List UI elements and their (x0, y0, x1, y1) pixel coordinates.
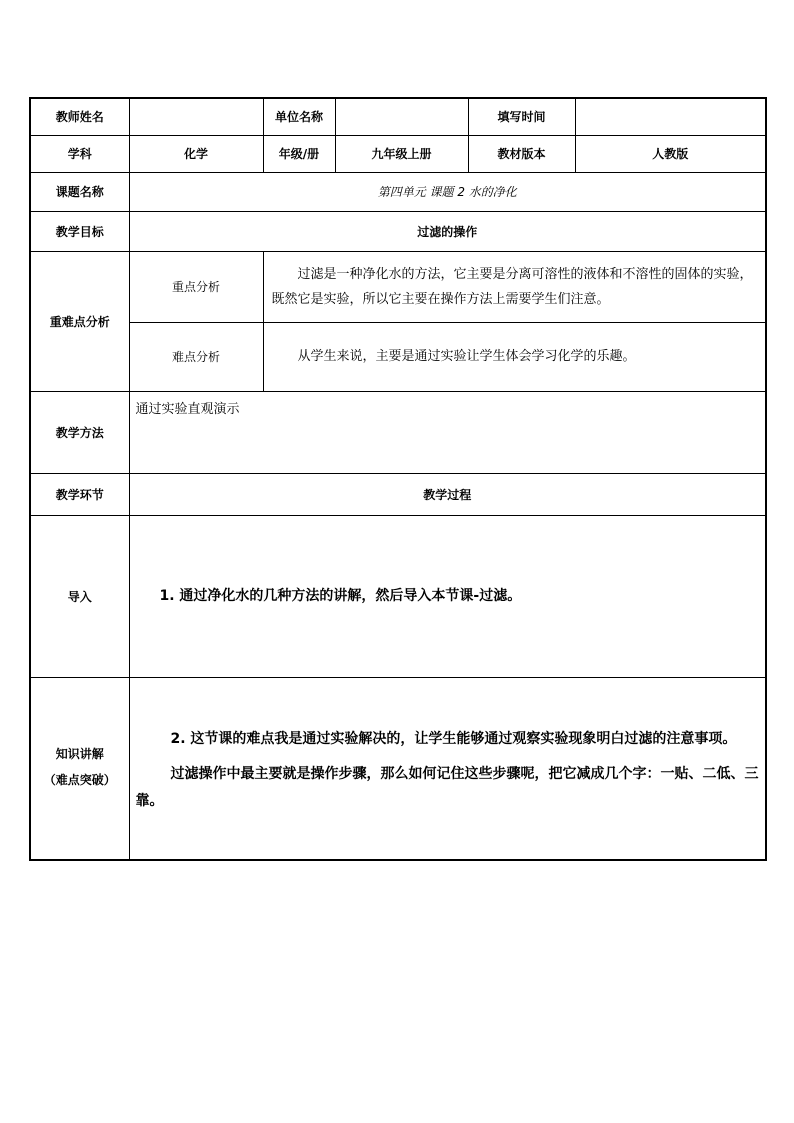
edition-label: 教材版本 (468, 135, 575, 172)
fill-date-field[interactable] (575, 98, 766, 135)
subject-value: 化学 (129, 135, 263, 172)
unit-name-label: 单位名称 (263, 98, 335, 135)
topic-value: 第四单元 课题 2 水的净化 (129, 172, 766, 211)
key-point-text: 过滤是一种净化水的方法，它主要是分离可溶性的液体和不溶性的固体的实验，既然它是实验，所以它主要在操作方法上需要学生们注意。 (271, 266, 753, 307)
knowledge-sublabel: （难点突破） (43, 773, 116, 788)
knowledge-text-1: 2. 这节课的难点我是通过实验解决的，让学生能够通过观察实验现象明白过滤的注意事项。 (170, 730, 737, 747)
key-point-row (30, 251, 766, 322)
subject-label: 学科 (30, 135, 129, 172)
knowledge-text-2: 过滤操作中最主要就是操作步骤，那么如何记住这些步骤呢，把它减成几个字：一贴、二低、三靠。 (135, 765, 759, 809)
goal-label: 教学目标 (30, 211, 129, 251)
edition-value: 人教版 (575, 135, 766, 172)
fill-date-label: 填写时间 (468, 98, 575, 135)
goal-value: 过滤的操作 (129, 211, 766, 251)
knowledge-label: 知识讲解 (55, 747, 104, 762)
teacher-name-field[interactable] (129, 98, 263, 135)
unit-name-field[interactable] (335, 98, 468, 135)
knowledge-row (30, 677, 766, 860)
key-point-label: 重点分析 (129, 251, 263, 322)
analysis-label: 重难点分析 (30, 251, 129, 391)
difficult-point-text: 从学生来说，主要是通过实验让学生体会学习化学的乐趣。 (297, 349, 636, 364)
header-row (30, 98, 766, 135)
info-row (30, 135, 766, 172)
goal-row (30, 211, 766, 251)
difficult-point-label: 难点分析 (129, 322, 263, 391)
method-row (30, 391, 766, 473)
topic-label: 课题名称 (30, 172, 129, 211)
intro-label: 导入 (30, 515, 129, 677)
intro-text: 1. 通过净化水的几种方法的讲解，然后导入本节课-过滤。 (159, 587, 522, 604)
process-header: 教学过程 (129, 473, 766, 515)
stage-header: 教学环节 (30, 473, 129, 515)
process-header-row (30, 473, 766, 515)
method-value: 通过实验直观演示 (129, 391, 766, 473)
intro-row (30, 515, 766, 677)
difficult-point-row (30, 322, 766, 391)
lesson-plan-table (29, 97, 767, 861)
grade-value: 九年级上册 (335, 135, 468, 172)
topic-row (30, 172, 766, 211)
method-label: 教学方法 (30, 391, 129, 473)
grade-label: 年级/册 (263, 135, 335, 172)
teacher-name-label: 教师姓名 (30, 98, 129, 135)
